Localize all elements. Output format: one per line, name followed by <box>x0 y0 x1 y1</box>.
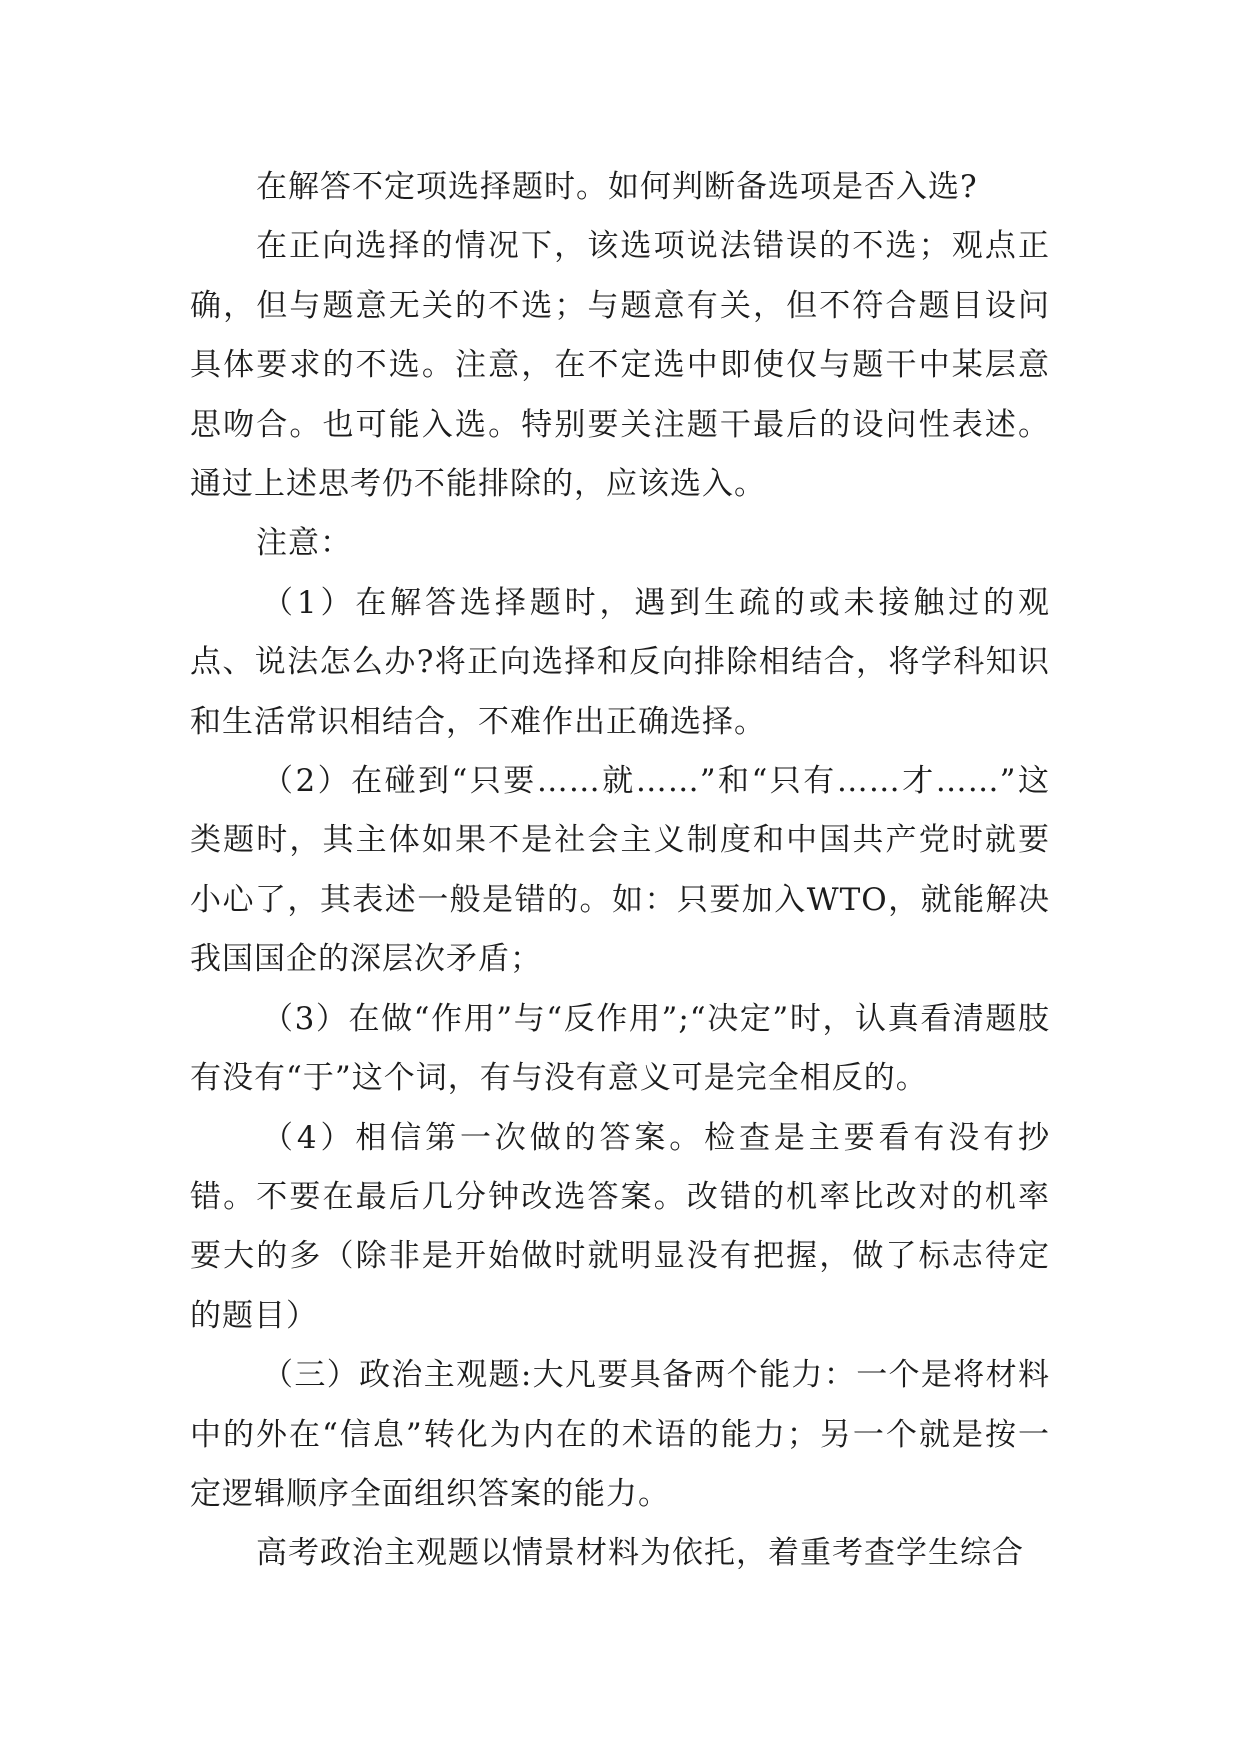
paragraph-note-4: （4）相信第一次做的答案。检查是主要看有没有抄错。不要在最后几分钟改选答案。改错的机率比改对的机率要大的多（除非是开始做时就明显没有把握，做了标志待定的题目） <box>190 1119 1050 1334</box>
paragraph-subjective-questions: （三）政治主观题:大凡要具备两个能力：一个是将材料中的外在“信息”转化为内在的术语的能力；另一个就是按一定逻辑顺序全面组织答案的能力。 <box>190 1357 1050 1512</box>
paragraph-note-3: （3）在做“作用”与“反作用”;“决定”时，认真看清题肢有没有“于”这个词，有与没有意义可是完全相反的。 <box>190 1000 1050 1097</box>
paragraph-note-1: （1）在解答选择题时，遇到生疏的或未接触过的观点、说法怎么办?将正向选择和反向排除相结合，将学科知识和生活常识相结合，不难作出正确选择。 <box>190 584 1050 740</box>
paragraph-notice-heading: 注意： <box>256 525 352 562</box>
paragraph-question: 在解答不定项选择题时。如何判断备选项是否入选? <box>256 169 978 205</box>
paragraph-subjective-intro: 高考政治主观题以情景材料为依托，着重考查学生综合 <box>256 1535 1024 1572</box>
paragraph-selection-rules: 在正向选择的情况下，该选项说法错误的不选；观点正确，但与题意无关的不选；与题意有关，但不符合题目设问具体要求的不选。注意，在不定选中即使仅与题干中某层意思吻合。也可能入选。特别要关注题干最后的设问性表述。通过上述思考仍不能排除的，应该选入。 <box>190 228 1050 503</box>
document-body <box>190 158 1050 1584</box>
paragraph-note-2: （2）在碰到“只要……就……”和“只有……才……”这类题时，其主体如果不是社会主义制度和中国共产党时就要小心了，其表述一般是错的。如：只要加入WTO，就能解决我国国企的深层次矛盾； <box>190 763 1050 978</box>
